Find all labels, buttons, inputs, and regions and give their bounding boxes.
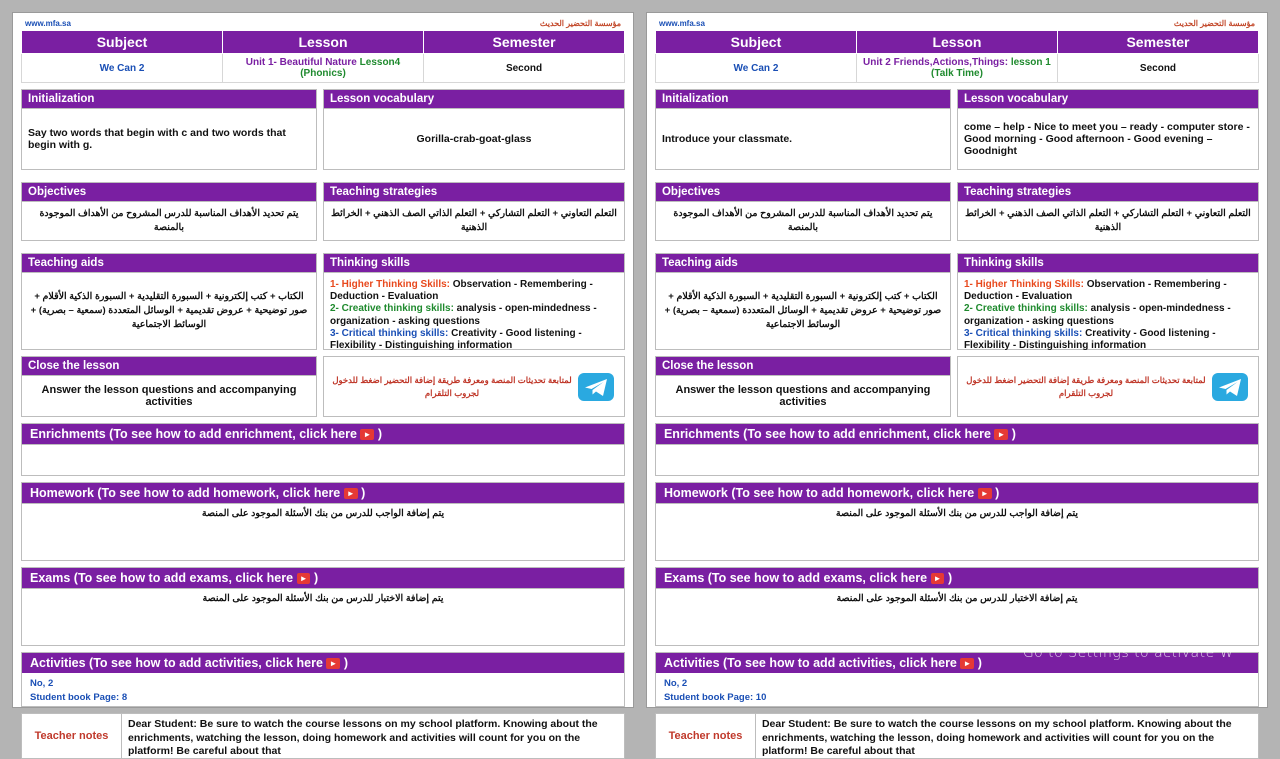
thinking-skills-block bbox=[323, 253, 625, 350]
play-icon[interactable]: ► bbox=[297, 573, 311, 584]
thinking-text-3: Creativity - Good listening - Flexibility - Distinguishing information bbox=[329, 327, 582, 351]
column-header-subject: Subject bbox=[655, 31, 856, 54]
initialization-block bbox=[655, 89, 951, 170]
thinking-label-1: 1- Higher Thinking Skills: bbox=[329, 279, 450, 290]
enrichments-body bbox=[655, 444, 1259, 476]
thinking-line-1 bbox=[330, 279, 618, 303]
exams-label: Exams (To see how to add exams, click here bbox=[663, 571, 928, 585]
teaching-aids-text: الكتاب + كتب إلكترونية + السبورة التقليدية + السبورة الذكية الأقلام + صور توضيحية + عروض تقديمية + الوسائل المتعددة (سمعية – بصرية) + الوسائط الاجتماعية bbox=[655, 272, 951, 350]
objectives-block bbox=[655, 182, 951, 241]
thinking-label-3: 3- Critical thinking skills: bbox=[329, 327, 449, 339]
lesson-plan-sheet-right bbox=[646, 12, 1268, 758]
activate-windows-watermark: Activate Windows bbox=[986, 612, 1234, 643]
thinking-line-3 bbox=[330, 328, 618, 352]
teaching-aids-heading: Teaching aids bbox=[21, 253, 317, 272]
teaching-aids-block bbox=[655, 253, 951, 350]
table-value-row bbox=[22, 54, 625, 83]
initialization-heading: Initialization bbox=[21, 89, 317, 108]
column-header-lesson: Lesson bbox=[223, 31, 424, 54]
vocabulary-block bbox=[957, 89, 1259, 170]
vocabulary-heading: Lesson vocabulary bbox=[323, 89, 625, 108]
exams-paren: ) bbox=[313, 571, 319, 585]
subject-value: We Can 2 bbox=[22, 54, 223, 83]
enrichments-heading[interactable] bbox=[655, 423, 1259, 444]
thinking-skills-heading: Thinking skills bbox=[323, 253, 625, 272]
enrichments-label: Enrichments (To see how to add enrichment, click here bbox=[30, 427, 357, 441]
objectives-text: يتم تحديد الأهداف المناسبة للدرس المشروح من الأهداف الموجودة بالمنصة bbox=[655, 201, 951, 241]
activity-page: Student book Page: 10 bbox=[663, 692, 767, 704]
teaching-aids-heading: Teaching aids bbox=[655, 253, 951, 272]
sheet-topline bbox=[655, 19, 1259, 30]
lesson-value bbox=[856, 54, 1057, 83]
vocabulary-text: come – help - Nice to meet you – ready - computer store - Good morning - Good afternoon - Good evening – Goodnight bbox=[957, 108, 1259, 170]
play-icon[interactable]: ► bbox=[344, 488, 358, 499]
activities-heading[interactable] bbox=[21, 652, 625, 673]
close-lesson-text: Answer the lesson questions and accompanying activities bbox=[655, 375, 951, 417]
exams-label: Exams (To see how to add exams, click here bbox=[30, 571, 294, 585]
homework-label: Homework (To see how to add homework, click here bbox=[30, 486, 341, 500]
thinking-skills-text bbox=[323, 272, 625, 350]
teacher-notes-text: Dear Student: Be sure to watch the course lessons on my school platform. Knowing about the enrichments, watching the lesson, doing homework and activities will count for you on the platform! Be careful about that bbox=[128, 718, 598, 758]
activity-page: Student book Page: 8 bbox=[30, 692, 128, 704]
row-objectives-strategies bbox=[655, 182, 1259, 247]
homework-heading[interactable] bbox=[21, 482, 625, 503]
vocabulary-text: Gorilla-crab-goat-glass bbox=[323, 108, 625, 170]
row-objectives-strategies bbox=[21, 182, 625, 247]
site-url[interactable]: www.mfa.sa bbox=[658, 19, 705, 28]
semester-value: Second bbox=[1057, 54, 1258, 83]
column-header-semester: Semester bbox=[424, 31, 625, 54]
close-lesson-text: Answer the lesson questions and accompanying activities bbox=[21, 375, 317, 417]
teacher-notes-block bbox=[655, 713, 1259, 759]
homework-heading[interactable] bbox=[655, 482, 1259, 503]
enrichments-heading[interactable] bbox=[21, 423, 625, 444]
exams-text: يتم إضافة الاختبار للدرس من بنك الأسئلة الموجود على المنصة bbox=[21, 588, 625, 646]
close-lesson-heading: Close the lesson bbox=[655, 356, 951, 375]
play-icon[interactable]: ► bbox=[994, 429, 1008, 440]
strategies-heading: Teaching strategies bbox=[957, 182, 1259, 201]
activity-number: No, 2 bbox=[663, 678, 688, 689]
initialization-block bbox=[21, 89, 317, 170]
thinking-label-2: 2- Creative thinking skills: bbox=[963, 303, 1088, 315]
enrichments-paren: ) bbox=[377, 427, 382, 441]
telegram-icon[interactable] bbox=[1208, 370, 1252, 404]
activities-block bbox=[655, 652, 1259, 707]
column-header-subject: Subject bbox=[22, 31, 223, 54]
telegram-icon[interactable] bbox=[574, 370, 618, 404]
strategies-block bbox=[957, 182, 1259, 241]
enrichments-block bbox=[21, 423, 625, 476]
teacher-notes-text: Dear Student: Be sure to watch the course lessons on my school platform. Knowing about the enrichments, watching the lesson, doing homework and activities will count for you on the platform! Be careful about that bbox=[761, 718, 1232, 758]
row-initialization-vocabulary bbox=[21, 89, 625, 176]
thinking-skills-text bbox=[957, 272, 1259, 350]
activities-paren: ) bbox=[977, 656, 982, 670]
thinking-line-1 bbox=[964, 279, 1252, 303]
telegram-note: لمتابعة تحديثات المنصة ومعرفة طريقة إضافة التحضير اضغط للدخول لجروب التلقرام bbox=[966, 375, 1206, 398]
close-lesson-heading: Close the lesson bbox=[21, 356, 317, 375]
play-icon[interactable]: ► bbox=[931, 573, 945, 584]
telegram-note: لمتابعة تحديثات المنصة ومعرفة طريقة إضافة التحضير اضغط للدخول لجروب التلقرام bbox=[332, 375, 572, 398]
exams-heading[interactable] bbox=[655, 567, 1259, 588]
thinking-skills-block bbox=[957, 253, 1259, 350]
play-icon[interactable]: ► bbox=[360, 429, 374, 440]
header-table bbox=[21, 30, 625, 83]
activity-number: No, 2 bbox=[30, 678, 54, 689]
row-aids-thinking bbox=[21, 253, 625, 356]
thinking-line-3 bbox=[964, 328, 1252, 352]
strategies-heading: Teaching strategies bbox=[323, 182, 625, 201]
objectives-heading: Objectives bbox=[655, 182, 951, 201]
thinking-label-3: 3- Critical thinking skills: bbox=[963, 327, 1083, 339]
homework-text: يتم إضافة الواجب للدرس من بنك الأسئلة الموجود على المنصة bbox=[21, 503, 625, 561]
initialization-text: Introduce your classmate. bbox=[655, 108, 951, 170]
lesson-value bbox=[223, 54, 424, 83]
column-header-lesson: Lesson bbox=[856, 31, 1057, 54]
exams-text: يتم إضافة الاختبار للدرس من بنك الأسئلة الموجود على المنصة bbox=[655, 588, 1259, 646]
enrichments-body bbox=[21, 444, 625, 476]
sheet-topline bbox=[21, 19, 625, 30]
organization-name: مؤسسة التحضير الحديث bbox=[1173, 19, 1255, 28]
homework-paren: ) bbox=[361, 486, 366, 500]
objectives-heading: Objectives bbox=[21, 182, 317, 201]
lesson-name: lesson 1 (Talk Time) bbox=[931, 57, 1051, 79]
exams-block bbox=[21, 567, 625, 646]
thinking-text-2: analysis - open-mindedness - organization - asking questions bbox=[963, 303, 1231, 327]
column-header-semester: Semester bbox=[1057, 31, 1258, 54]
lesson-unit: Unit 2 Friends,Actions,Things: bbox=[863, 57, 1009, 68]
enrichments-label: Enrichments (To see how to add enrichment, click here bbox=[663, 427, 991, 441]
homework-text: يتم إضافة الواجب للدرس من بنك الأسئلة الموجود على المنصة bbox=[655, 503, 1259, 561]
table-value-row bbox=[655, 54, 1258, 83]
thinking-skills-heading: Thinking skills bbox=[957, 253, 1259, 272]
thinking-line-2 bbox=[964, 303, 1252, 327]
play-icon[interactable]: ► bbox=[960, 658, 974, 669]
strategies-text: التعلم التعاوني + التعلم التشاركي + التعلم الذاتي الصف الذهني + الخرائط الذهنية bbox=[957, 201, 1259, 241]
table-header-row bbox=[22, 31, 625, 54]
lesson-plan-sheet-left bbox=[12, 12, 634, 758]
play-icon[interactable]: ► bbox=[326, 658, 340, 669]
vocabulary-block bbox=[323, 89, 625, 170]
table-header-row bbox=[655, 31, 1258, 54]
activate-windows-subtext: Go to Settings to activate W bbox=[1022, 645, 1234, 661]
enrichments-block bbox=[655, 423, 1259, 476]
homework-block bbox=[655, 482, 1259, 561]
homework-block bbox=[21, 482, 625, 561]
homework-label: Homework (To see how to add homework, click here bbox=[663, 486, 975, 500]
activities-block bbox=[21, 652, 625, 707]
teaching-aids-text: الكتاب + كتب إلكترونية + السبورة التقليدية + السبورة الذكية الأقلام + صور توضيحية + عروض تقديمية + الوسائل المتعددة (سمعية – بصرية) + الوسائط الاجتماعية bbox=[21, 272, 317, 350]
exams-block bbox=[655, 567, 1259, 646]
objectives-text: يتم تحديد الأهداف المناسبة للدرس المشروح من الأهداف الموجودة بالمنصة bbox=[21, 201, 317, 241]
organization-name: مؤسسة التحضير الحديث bbox=[539, 19, 622, 28]
thinking-text-3: Creativity - Good listening - Flexibility - Distinguishing information bbox=[963, 327, 1216, 351]
row-aids-thinking bbox=[655, 253, 1259, 356]
header-table bbox=[655, 30, 1259, 83]
row-close-lesson bbox=[21, 356, 625, 417]
activities-label: Activities (To see how to add activities, click here bbox=[30, 656, 323, 670]
enrichments-paren: ) bbox=[1011, 427, 1016, 441]
activities-label: Activities (To see how to add activities, click here bbox=[663, 656, 957, 670]
thinking-text-1: Observation - Remembering - Deduction - Evaluation bbox=[963, 279, 1227, 303]
thinking-text-2: analysis - open-mindedness - organization - asking questions bbox=[329, 303, 597, 327]
row-close-lesson bbox=[655, 356, 1259, 417]
teacher-notes-label: Teacher notes bbox=[22, 714, 122, 758]
telegram-panel[interactable] bbox=[323, 356, 625, 417]
teacher-notes-block bbox=[21, 713, 625, 759]
strategies-block bbox=[323, 182, 625, 241]
thinking-label-2: 2- Creative thinking skills: bbox=[329, 303, 454, 315]
lesson-unit: Unit 1- Beautiful Nature bbox=[245, 57, 357, 68]
activities-paren: ) bbox=[343, 656, 348, 670]
site-url[interactable]: www.mfa.sa bbox=[25, 19, 71, 28]
exams-heading[interactable] bbox=[21, 567, 625, 588]
initialization-heading: Initialization bbox=[655, 89, 951, 108]
exams-paren: ) bbox=[947, 571, 953, 585]
objectives-block bbox=[21, 182, 317, 241]
teaching-aids-block bbox=[21, 253, 317, 350]
thinking-text-1: Observation - Remembering - Deduction - Evaluation bbox=[329, 279, 593, 303]
teacher-notes-label: Teacher notes bbox=[656, 714, 756, 758]
play-icon[interactable]: ► bbox=[978, 488, 992, 499]
activities-body bbox=[655, 673, 1259, 707]
vocabulary-heading: Lesson vocabulary bbox=[957, 89, 1259, 108]
activities-heading[interactable] bbox=[655, 652, 1259, 673]
thinking-line-2 bbox=[330, 303, 618, 327]
row-initialization-vocabulary bbox=[655, 89, 1259, 176]
homework-paren: ) bbox=[995, 486, 1000, 500]
strategies-text: التعلم التعاوني + التعلم التشاركي + التعلم الذاتي الصف الذهني + الخرائط الذهنية bbox=[323, 201, 625, 241]
lesson-name: Lesson4 (Phonics) bbox=[300, 57, 401, 79]
activities-body bbox=[21, 673, 625, 707]
telegram-panel[interactable] bbox=[957, 356, 1259, 417]
semester-value: Second bbox=[424, 54, 625, 83]
thinking-label-1: 1- Higher Thinking Skills: bbox=[963, 279, 1084, 290]
initialization-text: Say two words that begin with c and two words that begin with g. bbox=[21, 108, 317, 170]
subject-value: We Can 2 bbox=[655, 54, 856, 83]
